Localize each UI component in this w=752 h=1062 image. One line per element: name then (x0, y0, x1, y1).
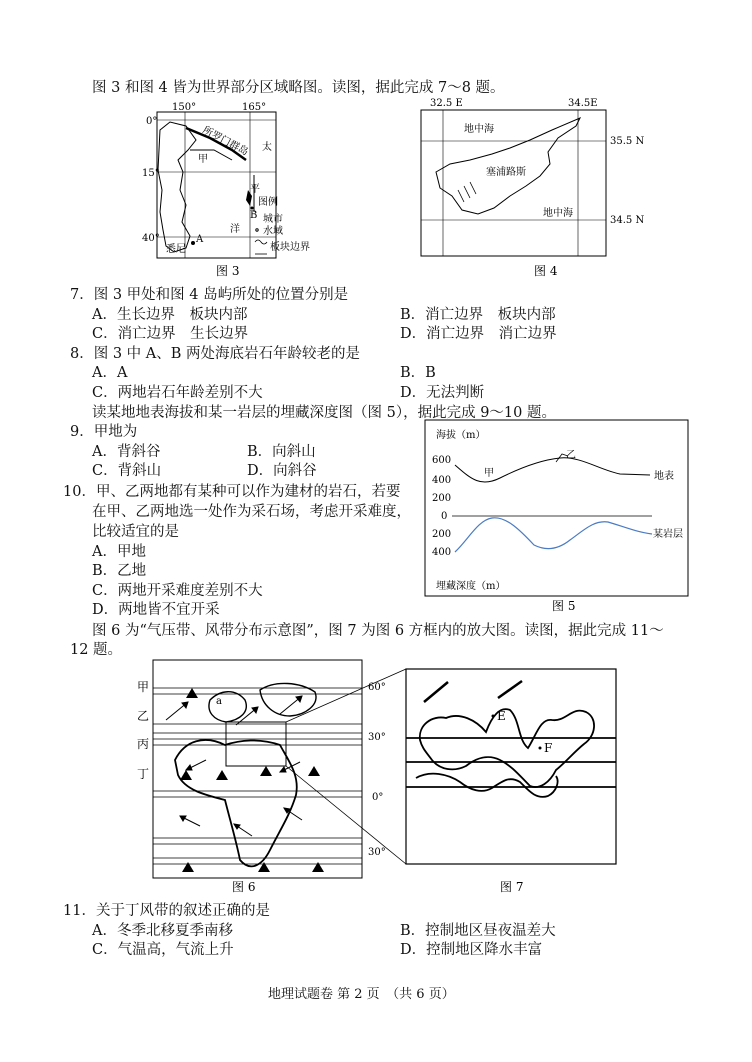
q10-option-b[interactable]: B．乙地 (92, 563, 147, 579)
fig4-sea-bottom: 地中海 (543, 208, 573, 219)
q11-option-b[interactable]: B．控制地区昼夜温差大 (400, 923, 556, 939)
fig7-caption: 图 7 (500, 880, 524, 894)
q9-option-d[interactable]: D．向斜谷 (247, 463, 317, 479)
q10-stem-line3: 比较适宜的是 (92, 524, 179, 540)
fig4-lat-top: 35.5 N (610, 136, 645, 147)
fig3-lat-bottom: 40° (142, 233, 160, 244)
fig4-lon-right: 34.5E (568, 98, 598, 109)
fig6-band-bing: 丙 (137, 737, 150, 751)
fig4-lon-left: 32.5 E (430, 98, 463, 109)
q8-option-a[interactable]: A．A (92, 365, 128, 381)
fig3-lat-top: 0° (146, 116, 158, 127)
q10-stem-line1: 10．甲、乙两地都有某种可以作为建材的岩石，若要 (63, 484, 401, 500)
page-footer: 地理试题卷 第 2 页 （共 6 页） (268, 987, 455, 1002)
q11-stem: 11．关于丁风带的叙述正确的是 (63, 903, 270, 919)
fig5-tick-200: 200 (432, 493, 452, 504)
q10-stem-line2: 在甲、乙两地选一处作为采石场，考虑开采难度， (92, 504, 411, 520)
fig4-lat-bottom: 34.5 N (610, 215, 645, 226)
fig5-layer: 某岩层 (653, 529, 683, 540)
fig3-legend-plate: 板块边界 (270, 242, 310, 253)
fig5-tick-0: 0 (441, 511, 448, 522)
fig7-point-f: F (544, 741, 553, 755)
q7-option-d[interactable]: D．消亡边界 消亡边界 (400, 326, 557, 342)
q8-option-c[interactable]: C．两地岩石年龄差别不大 (92, 385, 263, 401)
fig4-caption: 图 4 (534, 264, 558, 278)
q9-option-b[interactable]: B．向斜山 (247, 444, 316, 460)
q8-option-d[interactable]: D．无法判断 (400, 385, 485, 401)
intro-7-8: 图 3 和图 4 皆为世界部分区域略图。读图，据此完成 7～8 题。 (92, 80, 505, 96)
fig5-ylabel-bottom: 埋藏深度（m） (436, 581, 506, 592)
q10-option-a[interactable]: A．甲地 (92, 544, 146, 560)
fig6-band-jia: 甲 (137, 680, 150, 694)
fig5-tick-600: 600 (432, 455, 452, 466)
fig3-point-b: B (250, 210, 258, 221)
fig3-ocean1: 太 (262, 142, 272, 153)
intro-11-12-line1: 图 6 为“气压带、风带分布示意图”，图 7 为图 6 方框内的放大图。读图，据此完成 11～ (92, 623, 664, 639)
fig6-lat-30: 30° (368, 732, 386, 743)
fig3-legend-water: 水域 (263, 226, 283, 237)
fig3-legend-city: 城市 (263, 214, 283, 225)
fig3-caption: 图 3 (216, 264, 240, 278)
q7-option-c[interactable]: C．消亡边界 生长边界 (92, 326, 249, 342)
fig5-surface: 地表 (654, 471, 674, 482)
q11-option-d[interactable]: D．控制地区降水丰富 (400, 942, 543, 958)
fig5-tick-400b: 400 (432, 547, 452, 558)
q7-stem: 7．图 3 甲处和图 4 岛屿所处的位置分别是 (70, 287, 349, 303)
fig6-caption: 图 6 (232, 880, 256, 894)
intro-11-12-line2: 12 题。 (70, 642, 123, 658)
fig6-band-ding: 丁 (137, 767, 150, 781)
q7-option-a[interactable]: A．生长边界 板块内部 (92, 307, 248, 323)
fig5-yi: 乙 (566, 450, 576, 461)
fig6-lat-30s: 30° (368, 847, 386, 858)
fig5-caption: 图 5 (552, 599, 576, 613)
q10-option-c[interactable]: C．两地开采难度差别不大 (92, 583, 263, 599)
fig5-tick-200b: 200 (432, 529, 452, 540)
fig3-lon-right: 165° (242, 102, 267, 113)
fig3-city: 悉尼 (166, 244, 186, 255)
fig3-legend-title: 图例 (258, 197, 278, 208)
fig3-ocean2: 平 (250, 184, 260, 195)
fig4-island: 塞浦路斯 (486, 167, 526, 178)
fig3-lon-left: 150° (172, 102, 197, 113)
fig4-sea-top: 地中海 (464, 124, 494, 135)
q8-option-b[interactable]: B．B (400, 365, 436, 381)
q9-option-a[interactable]: A．背斜谷 (92, 444, 161, 460)
q11-option-a[interactable]: A．冬季北移夏季南移 (92, 923, 233, 939)
intro-9-10: 读某地地表海拔和某一岩层的埋藏深度图（图 5），据此完成 9～10 题。 (92, 405, 556, 421)
q9-stem: 9．甲地为 (70, 424, 138, 440)
q11-option-c[interactable]: C．气温高，气流上升 (92, 942, 234, 958)
fig3-jia: 甲 (198, 154, 208, 165)
fig3-ocean3: 洋 (230, 224, 240, 235)
fig6-band-yi: 乙 (137, 709, 150, 723)
fig6-point-a: a (216, 696, 222, 707)
fig5-tick-400: 400 (432, 475, 452, 486)
q8-stem: 8．图 3 中 A、B 两处海底岩石年龄较老的是 (70, 346, 361, 362)
q10-option-d[interactable]: D．两地皆不宜开采 (92, 602, 220, 618)
fig6-lat-0: 0° (372, 792, 384, 803)
q9-option-c[interactable]: C．背斜山 (92, 463, 162, 479)
fig3-trench-label: 所罗门群岛 (200, 124, 250, 159)
fig6-lat-60: 60° (368, 682, 386, 693)
fig3-point-a: A (196, 234, 204, 245)
fig3-lat-mid: 15° (142, 168, 160, 179)
fig5-jia: 甲 (484, 468, 494, 479)
q7-option-b[interactable]: B．消亡边界 板块内部 (400, 307, 556, 323)
fig7-point-e: E (497, 709, 506, 723)
fig5-ylabel-top: 海拔（m） (436, 430, 486, 441)
